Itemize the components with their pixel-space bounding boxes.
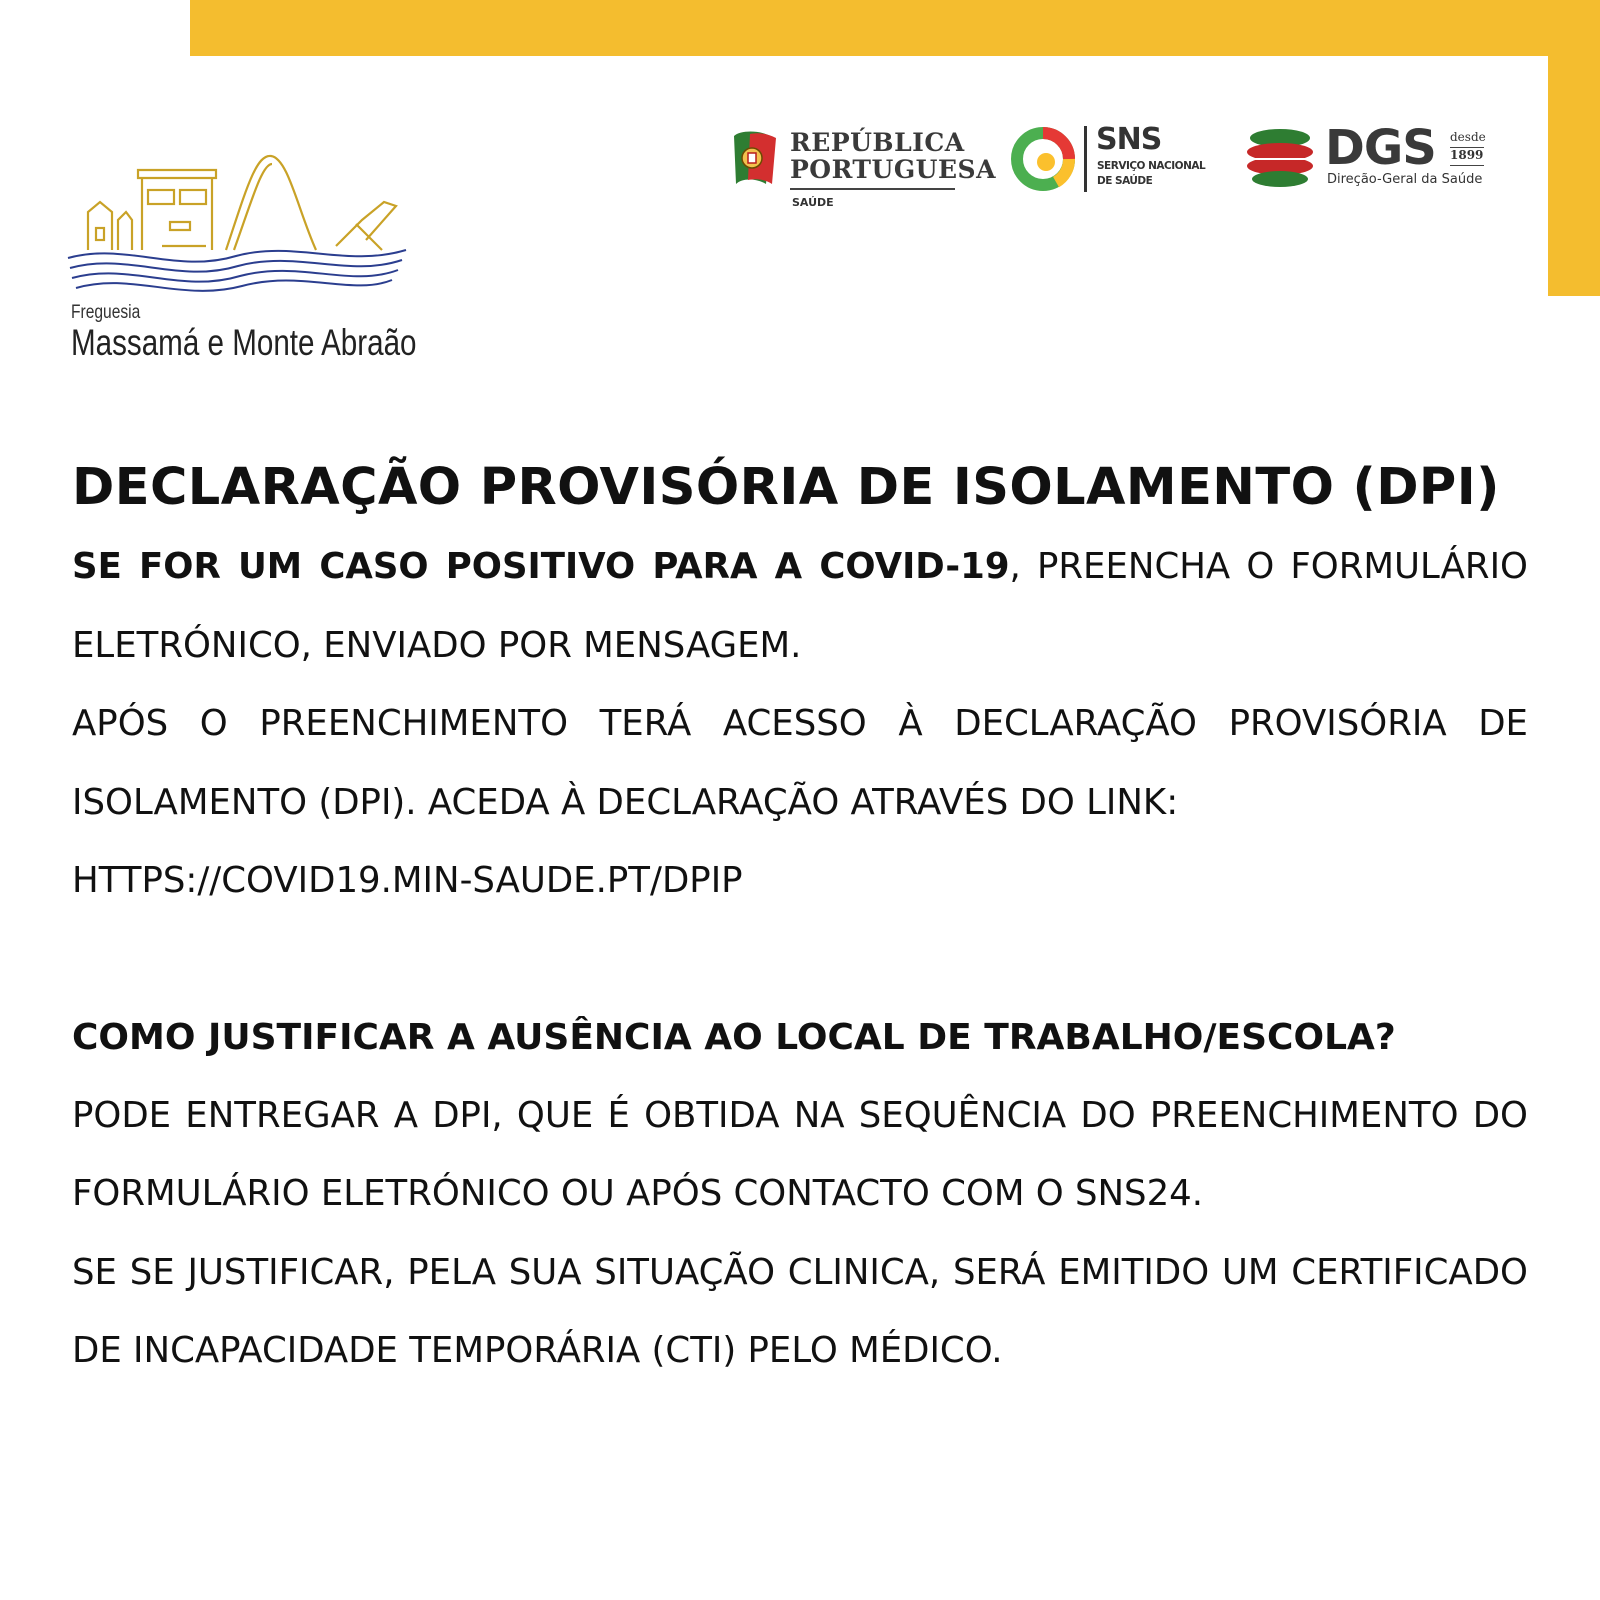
portugal-flag-icon (730, 128, 782, 188)
dgs-mark-icon (1245, 126, 1315, 190)
republica-line2: PORTUGUESA (790, 155, 996, 184)
paragraph-positive-case (72, 528, 1528, 685)
dgs-title: DGS (1325, 120, 1436, 176)
sns-sub2: DE SAÚDE (1097, 175, 1153, 187)
paragraph-deliver: PODE ENTREGAR A DPI, QUE É OBTIDA NA SEQUÊNCIA DO PREENCHIMENTO DO FORMULÁRIO ELETRÓNICO OU APÓS CONTACTO COM O SNS24. (72, 1094, 1528, 1214)
dgs-desde: desde (1450, 130, 1486, 144)
positive-case-emphasis: SE FOR UM CASO POSITIVO PARA A COVID-19 (72, 546, 1010, 587)
page-title: DECLARAÇÃO PROVISÓRIA DE ISOLAMENTO (DPI) (72, 458, 1500, 517)
republica-divider (790, 188, 955, 190)
dpi-link[interactable]: HTTPS://COVID19.MIN-SAUDE.PT/DPIP (72, 860, 743, 901)
paragraph-certificate: SE SE JUSTIFICAR, PELA SUA SITUAÇÃO CLINICA, SERÁ EMITIDO UM CERTIFICADO DE INCAPACIDADE TEMPORÁRIA (CTI) PELO MÉDICO. (72, 1251, 1528, 1371)
republica-line1: REPÚBLICA (790, 128, 965, 157)
freguesia-label: Freguesia (71, 302, 141, 323)
paragraph-access: APÓS O PREENCHIMENTO TERÁ ACESSO À DECLARAÇÃO PROVISÓRIA DE ISOLAMENTO (DPI). ACEDA À DECLARAÇÃO ATRAVÉS DO LINK: (72, 703, 1528, 823)
dgs-rule-bottom (1450, 165, 1484, 166)
republica-sub: SAÚDE (792, 196, 834, 209)
sns-sub1: SERVIÇO NACIONAL (1097, 160, 1206, 172)
dgs-sub: Direção-Geral da Saúde (1327, 172, 1483, 187)
positive-case-text: , PREENCHA O FORMULÁRIO ELETRÓNICO, ENVIADO POR MENSAGEM. (72, 546, 1528, 666)
section-title: COMO JUSTIFICAR A AUSÊNCIA AO LOCAL DE TRABALHO/ESCOLA? (72, 1016, 1396, 1058)
republica-portuguesa-logo (730, 120, 996, 220)
dgs-year: 1899 (1450, 148, 1484, 162)
freguesia-name: Massamá e Monte Abraão (71, 322, 417, 363)
sns-ring-icon (1010, 126, 1076, 192)
sns-divider (1084, 126, 1087, 192)
dgs-logo (1245, 120, 1485, 210)
section-spacer (72, 921, 1528, 999)
right-accent-frame (1548, 0, 1600, 296)
top-accent-frame (190, 0, 1600, 56)
document-body (72, 448, 1528, 1391)
freguesia-logo (66, 150, 426, 370)
freguesia-skyline-logo-icon (66, 150, 426, 310)
sns-title: SNS (1096, 122, 1162, 157)
sns-logo (1010, 120, 1210, 210)
